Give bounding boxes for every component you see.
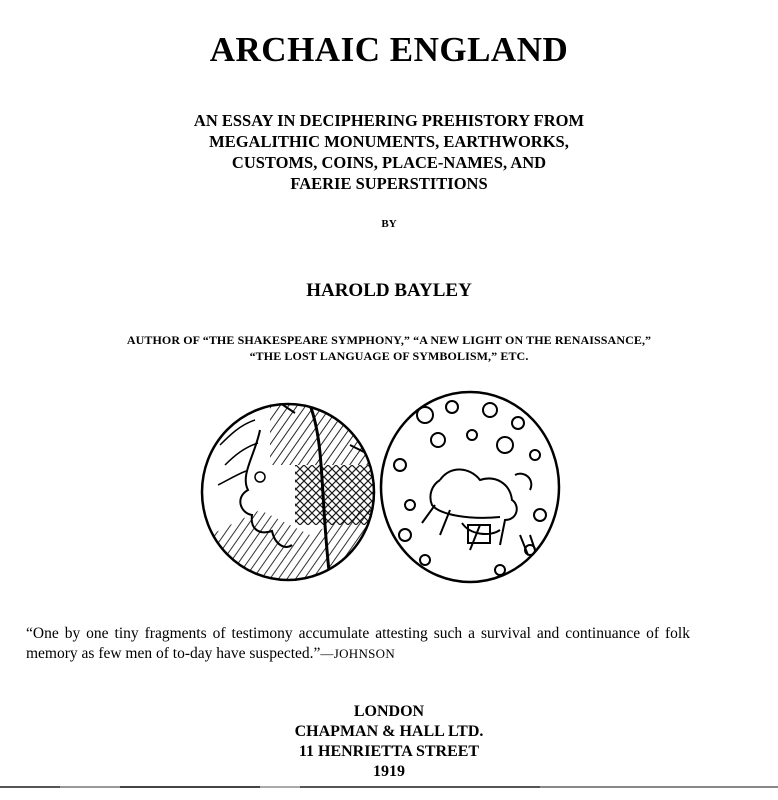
author-credits	[0, 332, 778, 364]
epigraph-quote: “One by one tiny fragments of testimony accumulate attesting such a survival and continuance of folk memory as few men of to-day have suspected.”	[26, 625, 690, 662]
author-name: HAROLD BAYLEY	[306, 280, 472, 301]
credits-line: “THE LOST LANGUAGE OF SYMBOLISM,” ETC.	[249, 349, 529, 363]
credits-line: AUTHOR OF “THE SHAKESPEARE SYMPHONY,” “A NEW LIGHT ON THE RENAISSANCE,”	[126, 333, 652, 347]
book-title: ARCHAIC ENGLAND	[209, 30, 569, 69]
coin-obverse-head	[200, 403, 385, 585]
imprint-year: 1919	[373, 763, 405, 780]
epigraph-attribution: —JOHNSON	[320, 646, 396, 661]
subtitle-line: AN ESSAY IN DECIPHERING PREHISTORY FROM	[193, 111, 585, 130]
subtitle-line: MEGALITHIC MONUMENTS, EARTHWORKS,	[209, 132, 569, 151]
imprint-address: 11 HENRIETTA STREET	[298, 743, 480, 760]
subtitle-line: FAERIE SUPERSTITIONS	[290, 174, 488, 193]
epigraph	[26, 624, 690, 664]
coin-reverse-horse	[381, 392, 559, 582]
imprint-publisher: CHAPMAN & HALL LTD.	[294, 723, 484, 740]
page-bottom-edge	[0, 786, 778, 788]
imprint-city: LONDON	[353, 703, 425, 720]
coins-illustration	[200, 385, 570, 595]
book-subtitle	[0, 110, 778, 194]
publisher-imprint	[0, 702, 778, 782]
by-line: BY	[381, 218, 397, 230]
subtitle-line: CUSTOMS, COINS, PLACE-NAMES, AND	[231, 153, 547, 172]
